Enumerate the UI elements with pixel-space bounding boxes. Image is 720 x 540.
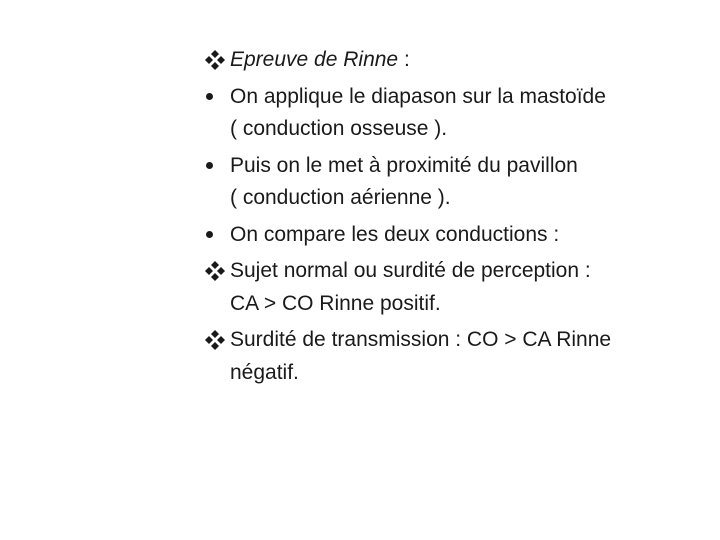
heading-item xyxy=(203,44,703,77)
item-line: négatif. xyxy=(230,360,299,384)
bullet-item xyxy=(203,219,703,252)
diamond-cluster-icon xyxy=(204,44,228,76)
item-line: ( conduction aérienne ). xyxy=(230,186,451,209)
item-line: CA > CO Rinne positif. xyxy=(230,291,441,315)
bullet-dot-icon xyxy=(204,219,228,251)
heading-suffix: : xyxy=(398,48,410,71)
item-line: Surdité de transmission : CO > CA Rinne xyxy=(230,328,612,351)
bullet-dot-icon xyxy=(204,150,228,182)
item-line: ( conduction osseuse ). xyxy=(230,117,448,140)
slide-body xyxy=(203,44,703,393)
heading-title: Epreuve de Rinne xyxy=(230,48,399,71)
item-line: On compare les deux conductions : xyxy=(230,222,560,246)
bullet-item xyxy=(203,81,703,146)
diamond-item xyxy=(203,255,703,320)
diamond-cluster-icon xyxy=(204,255,228,287)
item-line: Puis on le met à proximité du pavillon xyxy=(230,153,578,177)
diamond-cluster-icon xyxy=(204,324,228,356)
item-line: Sujet normal ou surdité de perception : xyxy=(230,259,591,282)
diamond-item xyxy=(203,324,703,389)
bullet-item xyxy=(203,150,703,215)
item-line: On applique le diapason sur la mastoïde xyxy=(230,84,606,108)
bullet-dot-icon xyxy=(204,81,228,113)
